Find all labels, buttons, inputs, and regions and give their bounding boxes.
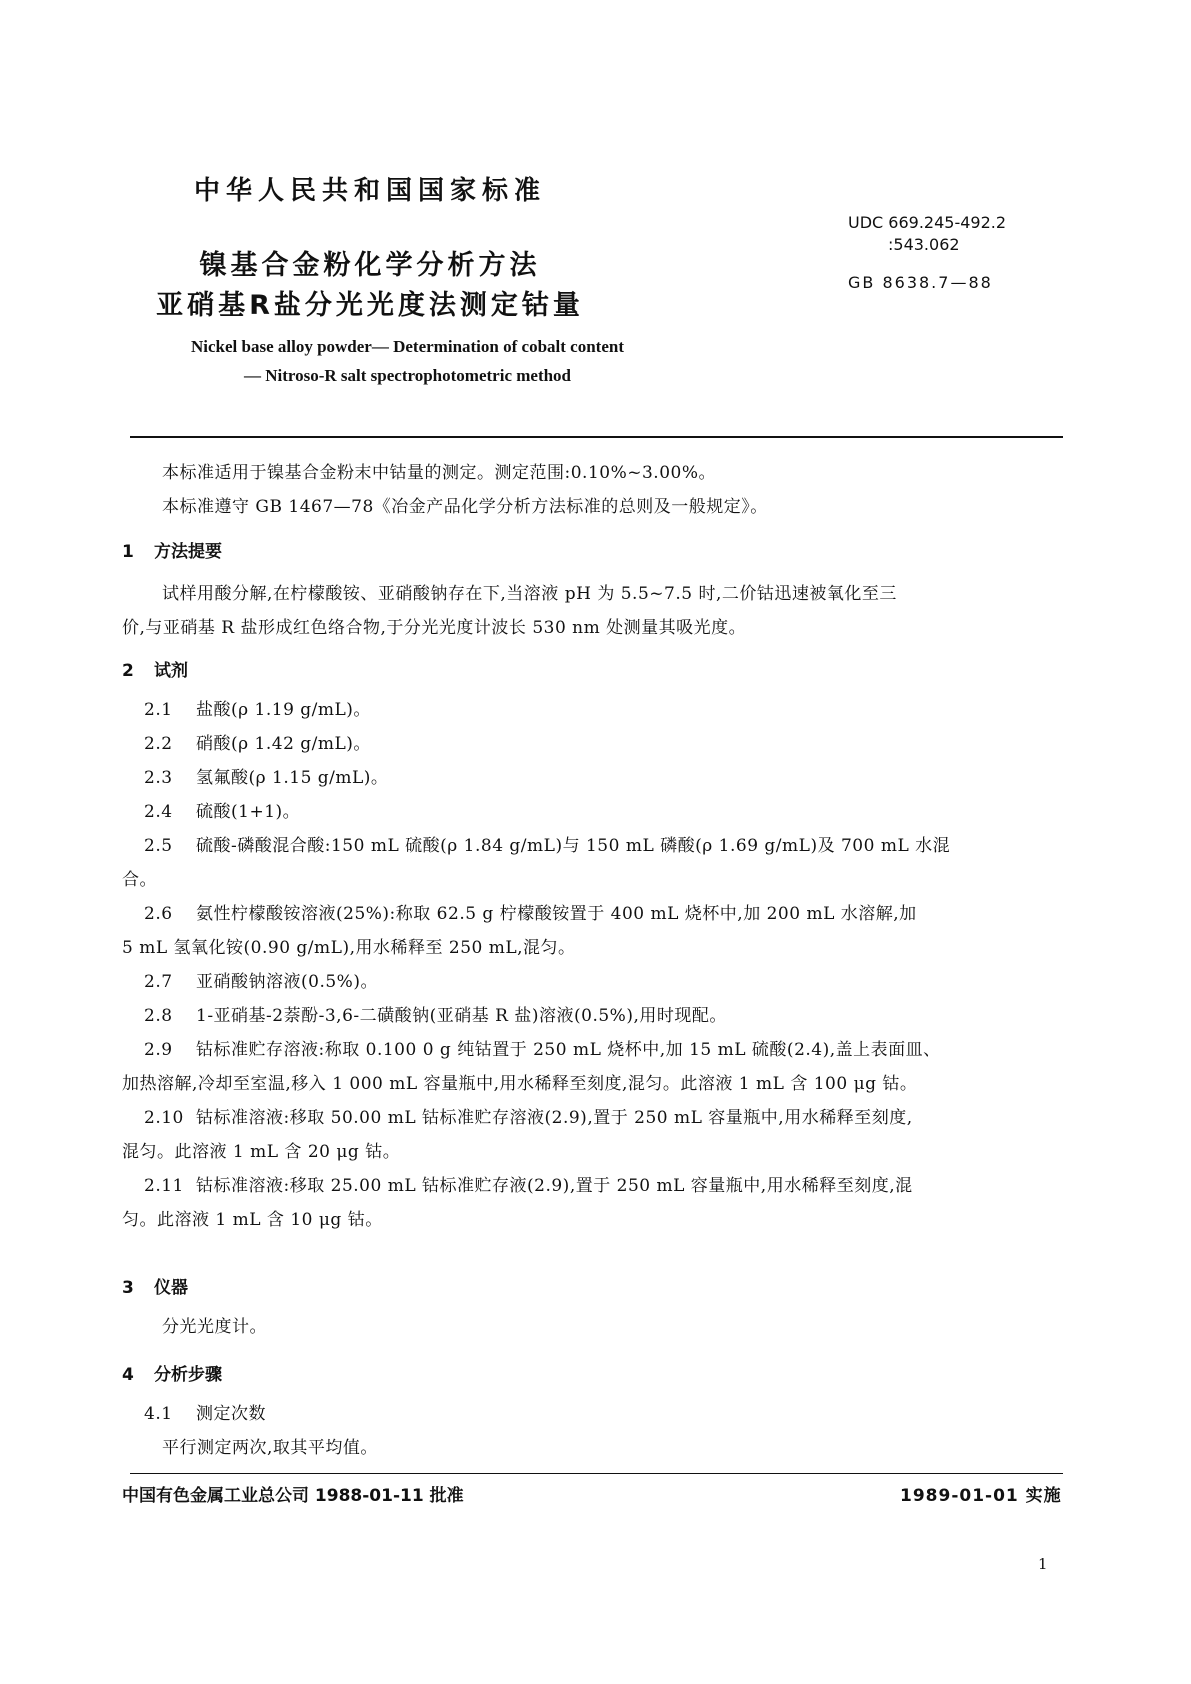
title-cn-line2: 亚硝基R盐分光光度法测定钴量 [156, 290, 584, 321]
reagent-2-5-cont: 合。 [122, 870, 157, 890]
gb-number: GB 8638.7—88 [848, 273, 993, 292]
reagent-2-7: 2.7 亚硝酸钠溶液(0.5%)。 [144, 972, 378, 992]
reagent-2-4: 2.4 硫酸(1+1)。 [144, 802, 301, 822]
national-standard-heading: 中华人民共和国国家标准 [193, 176, 546, 206]
section-1-text-line2: 价,与亚硝基 R 盐形成红色络合物,于分光光度计波长 530 nm 处测量其吸光度。 [122, 618, 747, 638]
header-rule [130, 436, 1063, 438]
footer-rule [130, 1473, 1063, 1474]
intro-reference: 本标准遵守 GB 1467—78《冶金产品化学分析方法标准的总则及一般规定》。 [162, 497, 768, 517]
section-1-text-line1: 试样用酸分解,在柠檬酸铵、亚硝酸钠存在下,当溶液 pH 为 5.5~7.5 时,二价钴迅速被氧化至三 [162, 584, 897, 604]
reagent-2-10-cont: 混匀。此溶液 1 mL 含 20 μg 钴。 [122, 1142, 401, 1162]
section-4-heading: 4 分析步骤 [122, 1365, 222, 1385]
udc-code: UDC 669.245-492.2 [848, 213, 1007, 232]
reagent-2-9: 2.9 钴标准贮存溶液:称取 0.100 0 g 纯钴置于 250 mL 烧杯中,加 15 mL 硫酸(2.4),盖上表面皿、 [144, 1040, 941, 1060]
section-3-heading: 3 仪器 [122, 1278, 188, 1298]
reagent-2-6-cont: 5 mL 氢氧化铵(0.90 g/mL),用水稀释至 250 mL,混匀。 [122, 938, 576, 958]
reagent-2-11-cont: 匀。此溶液 1 mL 含 10 μg 钴。 [122, 1210, 383, 1230]
page-number: 1 [1038, 1555, 1048, 1573]
title-cn-line1: 镍基合金粉化学分析方法 [199, 250, 541, 281]
step-4-1-heading: 4.1 测定次数 [144, 1404, 266, 1424]
title-en-line2: — Nitroso-R salt spectrophotometric method [243, 366, 572, 385]
intro-scope: 本标准适用于镍基合金粉末中钴量的测定。测定范围:0.10%~3.00%。 [162, 463, 716, 483]
step-4-1-text: 平行测定两次,取其平均值。 [162, 1438, 378, 1458]
reagent-2-10: 2.10 钴标准溶液:移取 50.00 mL 钴标准贮存溶液(2.9),置于 250 mL 容量瓶中,用水稀释至刻度, [144, 1108, 913, 1128]
section-2-heading: 2 试剂 [122, 661, 188, 681]
approval-line: 中国有色金属工业总公司 1988-01-11 批准 [122, 1486, 464, 1506]
reagent-2-1: 2.1 盐酸(ρ 1.19 g/mL)。 [144, 700, 371, 720]
implementation-date: 1989-01-01 实施 [900, 1486, 1062, 1506]
reagent-2-11: 2.11 钴标准溶液:移取 25.00 mL 钴标准贮存液(2.9),置于 250 mL 容量瓶中,用水稀释至刻度,混 [144, 1176, 913, 1196]
reagent-2-3: 2.3 氢氟酸(ρ 1.15 g/mL)。 [144, 768, 389, 788]
udc-code-secondary: :543.062 [888, 235, 960, 254]
instrument-text: 分光光度计。 [162, 1317, 267, 1337]
reagent-2-5: 2.5 硫酸-磷酸混合酸:150 mL 硫酸(ρ 1.84 g/mL)与 150 mL 磷酸(ρ 1.69 g/mL)及 700 mL 水混 [144, 836, 951, 856]
reagent-2-6: 2.6 氨性柠檬酸铵溶液(25%):称取 62.5 g 柠檬酸铵置于 400 mL 烧杯中,加 200 mL 水溶解,加 [144, 904, 917, 924]
reagent-2-8: 2.8 1-亚硝基-2萘酚-3,6-二磺酸钠(亚硝基 R 盐)溶液(0.5%),用时现配。 [144, 1006, 727, 1026]
reagent-2-9-cont: 加热溶解,冷却至室温,移入 1 000 mL 容量瓶中,用水稀释至刻度,混匀。此溶液 1 mL 含 100 μg 钴。 [122, 1074, 918, 1094]
section-1-heading: 1 方法提要 [122, 542, 222, 562]
reagent-2-2: 2.2 硝酸(ρ 1.42 g/mL)。 [144, 734, 371, 754]
title-en-line1: Nickel base alloy powder— Determination of cobalt content [191, 337, 624, 356]
